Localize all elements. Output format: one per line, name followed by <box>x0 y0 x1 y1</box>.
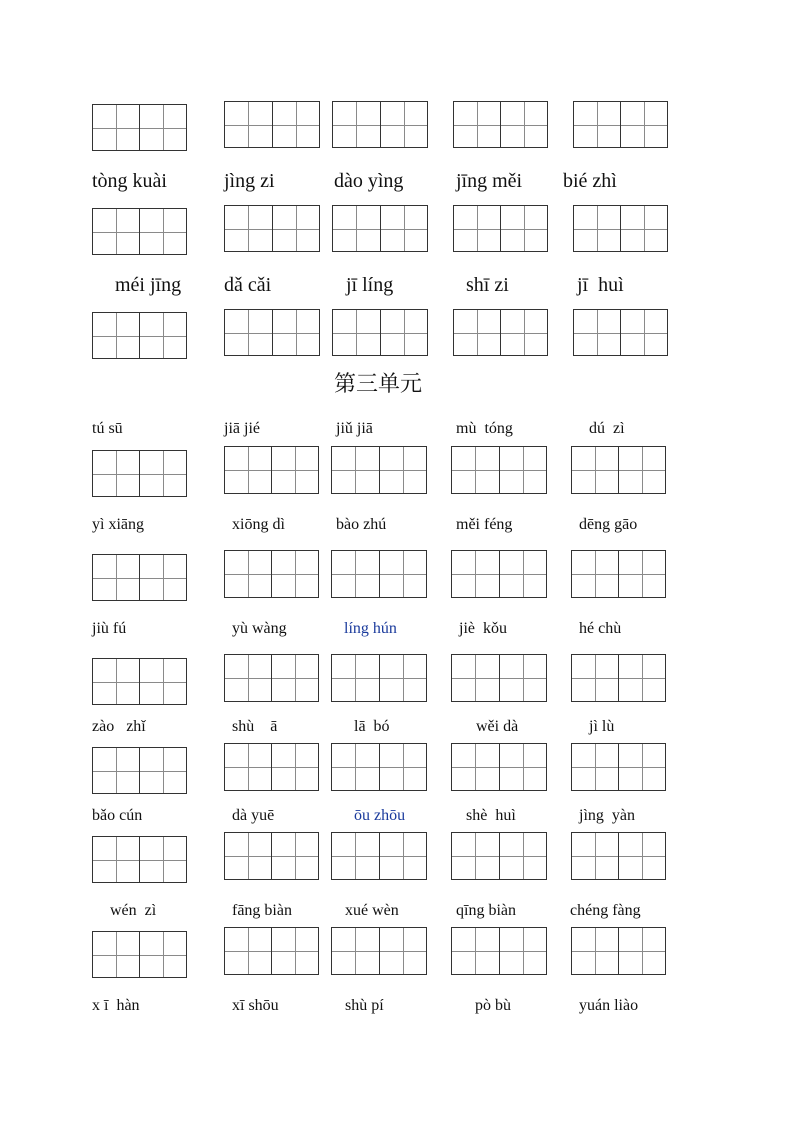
pinyin-label: jiè kǒu <box>459 620 507 637</box>
pinyin-label: fāng biàn <box>232 902 292 919</box>
writing-box[interactable] <box>453 309 548 356</box>
pinyin-label: mù tóng <box>456 420 513 437</box>
writing-box[interactable] <box>224 446 319 494</box>
writing-box[interactable] <box>224 101 320 148</box>
pinyin-label: tòng kuài <box>92 170 167 192</box>
writing-box[interactable] <box>92 208 187 255</box>
pinyin-label: xué wèn <box>345 902 399 919</box>
writing-box[interactable] <box>331 654 427 702</box>
writing-box[interactable] <box>332 101 428 148</box>
pinyin-label: shī zi <box>466 274 509 296</box>
pinyin-label: lā bó <box>354 718 390 735</box>
writing-box[interactable] <box>451 743 547 791</box>
pinyin-label: jīng měi <box>456 170 523 192</box>
pinyin-label: bǎo cún <box>92 807 143 824</box>
writing-box[interactable] <box>573 309 668 356</box>
writing-box[interactable] <box>92 312 187 359</box>
writing-box[interactable] <box>453 205 548 252</box>
writing-box[interactable] <box>571 832 666 880</box>
writing-box[interactable] <box>224 654 319 702</box>
pinyin-label: dǎ cǎi <box>224 274 272 296</box>
writing-box[interactable] <box>571 446 666 494</box>
writing-box[interactable] <box>571 743 666 791</box>
writing-box[interactable] <box>224 743 319 791</box>
writing-box[interactable] <box>224 550 319 598</box>
pinyin-label: jiā jié <box>224 420 260 437</box>
pinyin-label: yù wàng <box>232 620 287 637</box>
pinyin-label: bào zhú <box>336 516 387 533</box>
writing-box[interactable] <box>571 927 666 975</box>
writing-box[interactable] <box>573 101 668 148</box>
pinyin-label: yuán liào <box>579 997 639 1014</box>
writing-box[interactable] <box>331 927 427 975</box>
writing-box[interactable] <box>571 550 666 598</box>
writing-box[interactable] <box>92 450 187 497</box>
writing-box[interactable] <box>331 832 427 880</box>
writing-box[interactable] <box>332 205 428 252</box>
writing-box[interactable] <box>451 550 547 598</box>
pinyin-label: dà yuē <box>232 807 275 824</box>
writing-box[interactable] <box>92 931 187 978</box>
pinyin-label: dēng gāo <box>579 516 638 533</box>
pinyin-label: dú zì <box>589 420 625 437</box>
writing-box[interactable] <box>92 104 187 151</box>
pinyin-label: jiù fú <box>92 620 127 637</box>
writing-box[interactable] <box>451 832 547 880</box>
writing-box[interactable] <box>92 554 187 601</box>
writing-box[interactable] <box>224 205 320 252</box>
section-title: 第三单元 <box>334 372 423 397</box>
writing-box[interactable] <box>331 743 427 791</box>
writing-box[interactable] <box>331 550 427 598</box>
writing-box[interactable] <box>332 309 428 356</box>
pinyin-label: měi féng <box>456 516 513 533</box>
pinyin-label: chéng fàng <box>570 902 641 919</box>
pinyin-label: x ī hàn <box>92 997 140 1014</box>
writing-box[interactable] <box>92 836 187 883</box>
writing-box[interactable] <box>331 446 427 494</box>
pinyin-label: jī líng <box>346 274 394 296</box>
pinyin-label: pò bù <box>475 997 511 1014</box>
pinyin-label: yì xiāng <box>92 516 144 533</box>
writing-box[interactable] <box>451 654 547 702</box>
pinyin-label-highlight: ōu zhōu <box>354 807 406 824</box>
pinyin-label: qīng biàn <box>456 902 516 919</box>
writing-box[interactable] <box>573 205 668 252</box>
pinyin-label-highlight: líng hún <box>344 620 397 637</box>
writing-box[interactable] <box>453 101 548 148</box>
pinyin-label: bié zhì <box>563 170 617 192</box>
pinyin-label: shè huì <box>466 807 516 824</box>
pinyin-label: xī shōu <box>232 997 279 1014</box>
pinyin-label: jìng zi <box>224 170 275 192</box>
writing-box[interactable] <box>92 747 187 794</box>
pinyin-label: shù pí <box>345 997 384 1014</box>
writing-box[interactable] <box>224 309 320 356</box>
pinyin-label: xiōng dì <box>232 516 285 533</box>
writing-box[interactable] <box>451 446 547 494</box>
pinyin-label: jì lù <box>589 718 615 735</box>
writing-box[interactable] <box>451 927 547 975</box>
pinyin-label: zào zhǐ <box>92 718 146 735</box>
writing-box[interactable] <box>92 658 187 705</box>
pinyin-label: jī huì <box>577 274 624 296</box>
pinyin-label: jiǔ jiā <box>336 420 373 437</box>
writing-box[interactable] <box>224 927 319 975</box>
pinyin-label: shù ā <box>232 718 278 735</box>
pinyin-label: wén zì <box>110 902 157 919</box>
writing-box[interactable] <box>224 832 319 880</box>
pinyin-label: wěi dà <box>476 718 519 735</box>
pinyin-label: méi jīng <box>115 274 182 296</box>
writing-box[interactable] <box>571 654 666 702</box>
pinyin-label: hé chù <box>579 620 622 637</box>
pinyin-label: dào yìng <box>334 170 404 192</box>
pinyin-label: tú sū <box>92 420 123 437</box>
pinyin-label: jìng yàn <box>579 807 635 824</box>
